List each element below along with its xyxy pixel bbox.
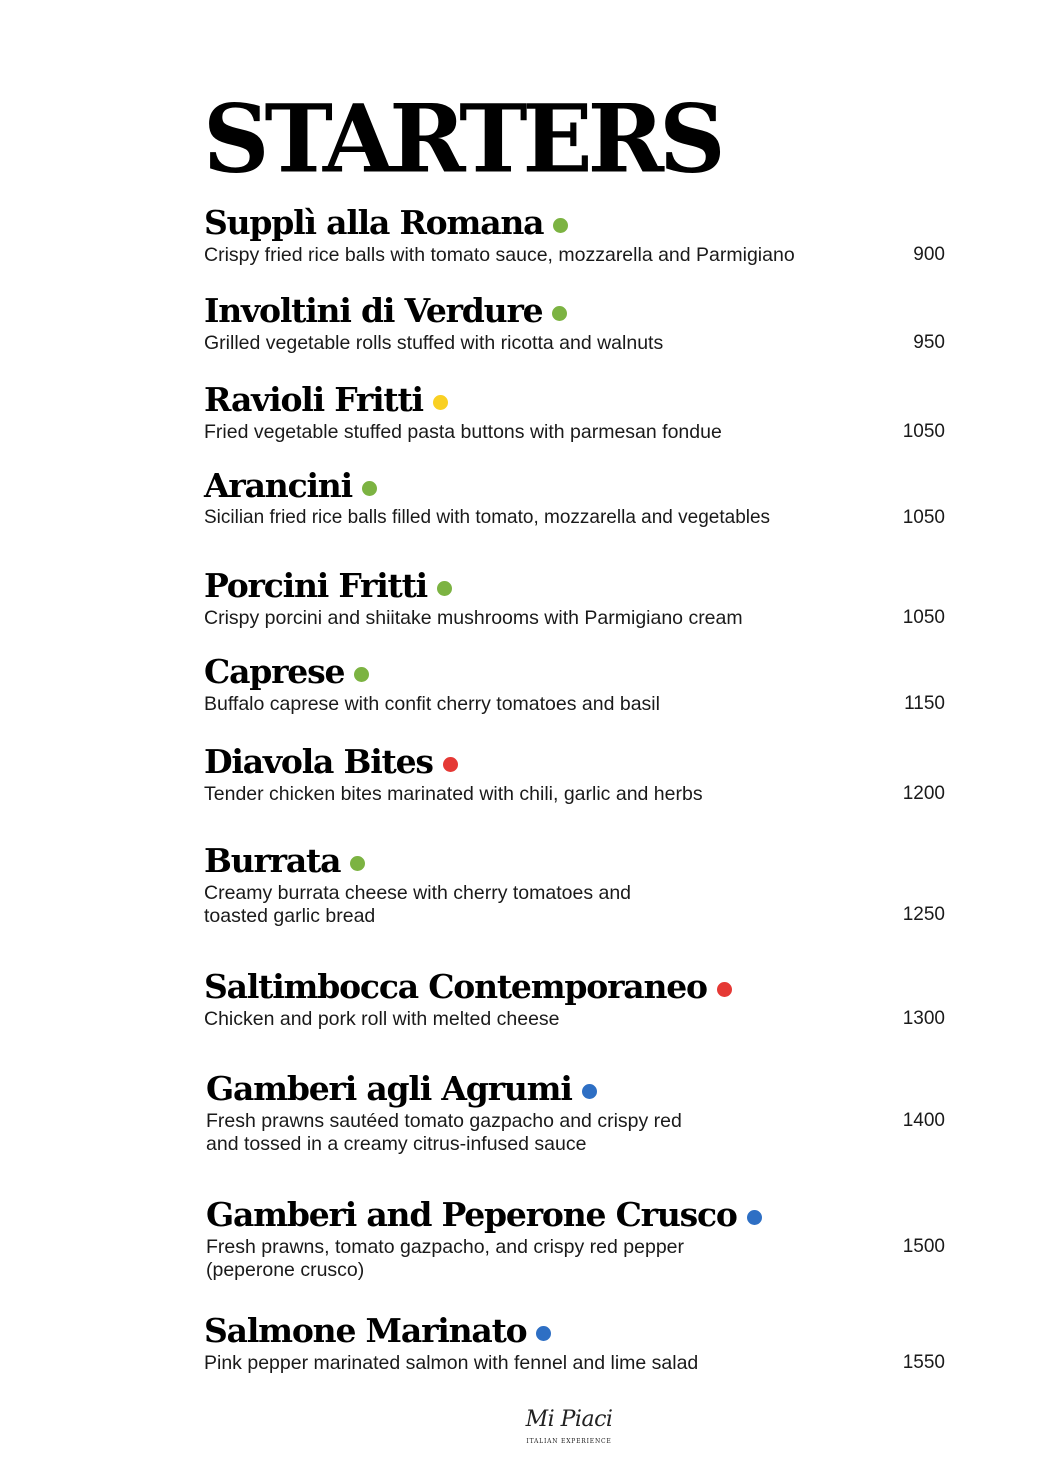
dietary-dot-icon bbox=[552, 306, 567, 321]
item-name: Involtini di Verdure bbox=[204, 290, 543, 330]
item-name: Porcini Fritti bbox=[204, 565, 427, 605]
dietary-dot-icon bbox=[350, 856, 365, 871]
item-price: 900 bbox=[913, 244, 945, 265]
menu-item-ravioli-fritti bbox=[204, 380, 949, 444]
item-price: 1550 bbox=[902, 1352, 945, 1373]
desc-row bbox=[204, 693, 949, 716]
menu-item-porcini-fritti bbox=[204, 566, 949, 630]
item-price: 1300 bbox=[902, 1008, 945, 1029]
menu-item-gamberi-agrumi bbox=[206, 1069, 949, 1155]
desc-row bbox=[204, 882, 949, 927]
item-name: Arancini bbox=[204, 465, 352, 505]
desc-row bbox=[206, 1236, 949, 1281]
restaurant-logo bbox=[519, 1408, 619, 1450]
item-description: Grilled vegetable rolls stuffed with ricotta and walnuts bbox=[204, 332, 664, 354]
item-description: Buffalo caprese with confit cherry tomatoes and basil bbox=[204, 693, 660, 715]
item-name-row bbox=[204, 841, 949, 879]
item-price: 950 bbox=[913, 332, 945, 353]
item-name: Ravioli Fritti bbox=[204, 379, 423, 419]
dietary-dot-icon bbox=[747, 1210, 762, 1225]
item-description: Crispy porcini and shiitake mushrooms with Parmigiano cream bbox=[204, 607, 743, 629]
desc-row bbox=[204, 332, 949, 355]
desc-row bbox=[204, 507, 949, 530]
desc-row bbox=[204, 783, 949, 806]
item-price: 1050 bbox=[902, 607, 945, 628]
item-description: Fresh prawns, tomato gazpacho, and crispy red pepper (peperone crusco) bbox=[206, 1236, 685, 1281]
item-description: Pink pepper marinated salmon with fennel and lime salad bbox=[204, 1352, 699, 1374]
item-price: 1050 bbox=[902, 507, 945, 528]
item-description: Creamy burrata cheese with cherry tomatoes and toasted garlic bread bbox=[204, 882, 632, 927]
menu-item-saltimbocca bbox=[204, 967, 949, 1031]
item-description: Chicken and pork roll with melted cheese bbox=[204, 1008, 560, 1030]
logo-script: Mi Piaci bbox=[525, 1407, 613, 1432]
item-name-row bbox=[204, 566, 949, 604]
item-name-row bbox=[204, 742, 949, 780]
item-name-row bbox=[204, 291, 949, 329]
item-description: Fried vegetable stuffed pasta buttons with parmesan fondue bbox=[204, 421, 722, 443]
menu-item-suppli bbox=[204, 203, 949, 267]
menu-item-diavola-bites bbox=[204, 742, 949, 806]
dietary-dot-icon bbox=[717, 982, 732, 997]
item-price: 1400 bbox=[902, 1110, 945, 1131]
dietary-dot-icon bbox=[553, 218, 568, 233]
item-name: Gamberi and Peperone Crusco bbox=[206, 1194, 737, 1234]
dietary-dot-icon bbox=[362, 481, 377, 496]
menu-item-involtini bbox=[204, 291, 949, 355]
item-name-row bbox=[204, 380, 949, 418]
item-name-row bbox=[204, 967, 949, 1005]
item-price: 1050 bbox=[902, 421, 945, 442]
menu-item-arancini bbox=[204, 466, 949, 530]
menu-item-burrata bbox=[204, 841, 949, 927]
item-name: Gamberi agli Agrumi bbox=[206, 1068, 572, 1108]
menu-item-gamberi-peperone bbox=[206, 1195, 949, 1281]
item-price: 1150 bbox=[904, 693, 945, 714]
item-description: Fresh prawns sautéed tomato gazpacho and crispy red and tossed in a creamy citrus-infused sauce bbox=[206, 1110, 682, 1155]
item-price: 1500 bbox=[902, 1236, 945, 1257]
item-price: 1200 bbox=[902, 783, 945, 804]
item-name-row bbox=[204, 203, 949, 241]
item-name: Burrata bbox=[204, 840, 341, 880]
item-name-row bbox=[206, 1069, 949, 1107]
item-name: Diavola Bites bbox=[204, 741, 433, 781]
dietary-dot-icon bbox=[437, 581, 452, 596]
item-name-row bbox=[206, 1195, 949, 1233]
menu-item-salmone-marinato bbox=[204, 1311, 949, 1375]
page-title: STARTERS bbox=[203, 83, 721, 194]
desc-row bbox=[204, 421, 949, 444]
desc-row bbox=[204, 244, 949, 267]
item-price: 1250 bbox=[902, 904, 945, 925]
item-name: Saltimbocca Contemporaneo bbox=[204, 966, 707, 1006]
item-description: Crispy fried rice balls with tomato sauce, mozzarella and Parmigiano bbox=[204, 244, 795, 266]
item-name-row bbox=[204, 466, 949, 504]
dietary-dot-icon bbox=[443, 757, 458, 772]
dietary-dot-icon bbox=[582, 1084, 597, 1099]
dietary-dot-icon bbox=[536, 1326, 551, 1341]
item-name: Caprese bbox=[204, 651, 345, 691]
menu-item-caprese bbox=[204, 652, 949, 716]
item-description: Sicilian fried rice balls filled with tomato, mozzarella and vegetables bbox=[204, 507, 771, 528]
dietary-dot-icon bbox=[433, 395, 448, 410]
logo-tagline: ITALIAN EXPERIENCE bbox=[526, 1438, 612, 1445]
desc-row bbox=[204, 607, 949, 630]
dietary-dot-icon bbox=[354, 667, 369, 682]
desc-row bbox=[204, 1352, 949, 1375]
desc-row bbox=[204, 1008, 949, 1031]
desc-row bbox=[206, 1110, 949, 1155]
item-description: Tender chicken bites marinated with chili, garlic and herbs bbox=[204, 783, 703, 805]
item-name: Supplì alla Romana bbox=[204, 202, 544, 242]
item-name-row bbox=[204, 1311, 949, 1349]
item-name-row bbox=[204, 652, 949, 690]
item-name: Salmone Marinato bbox=[204, 1310, 527, 1350]
